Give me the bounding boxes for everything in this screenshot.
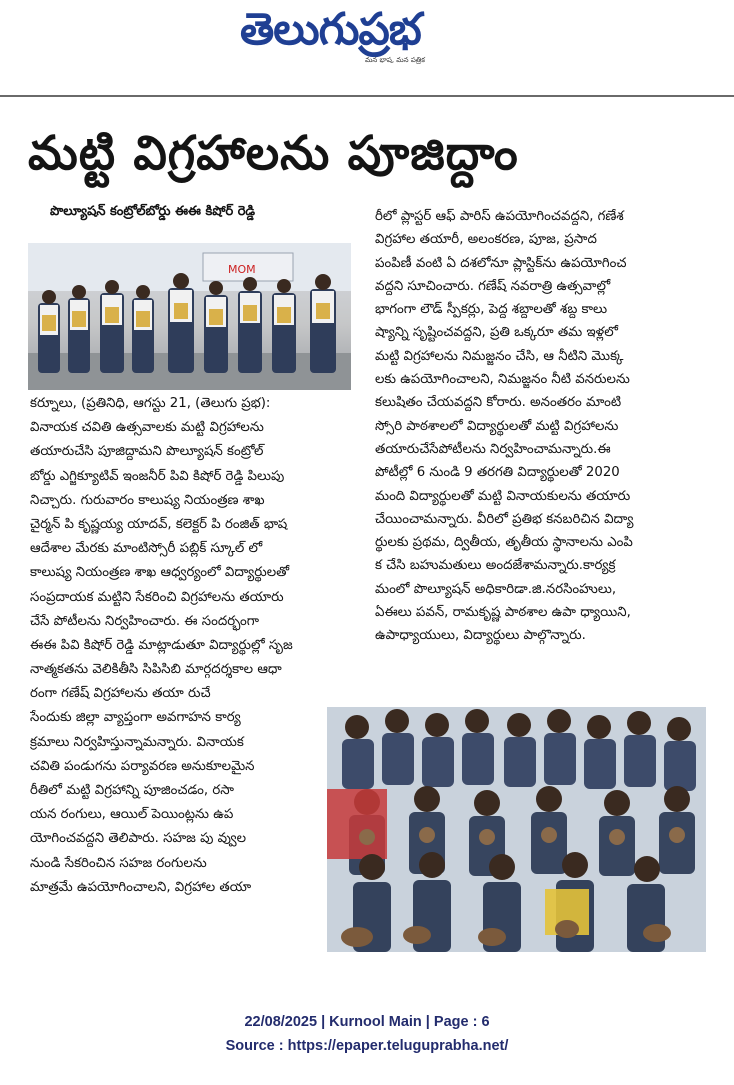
text-line: ఈఈ పివి కిషోర్ రెడ్డి మాట్లాడుతూ విద్యార్థుల్లో సృజ <box>30 637 293 653</box>
text-line: రంగా గణేష్ విగ్రహాలను తయా రుచే <box>30 686 211 702</box>
text-line: నిచ్చారు. గురువారం కాలుష్య నియంత్రణ శాఖ <box>30 492 265 508</box>
text-line: క్రమాలు నిర్వహిస్తున్నామన్నారు. వినాయక <box>30 734 244 750</box>
text-line: భాగంగా లౌడ్ స్పీకర్లు, పెద్ద శబ్దాలతో శబ్ద కాలు <box>375 302 608 318</box>
text-line: నుండి సేకరించిన సహజ రంగులను <box>30 855 207 871</box>
text-line: పంపిణీ వంటి ఏ దశలోనూ ప్లాస్టిక్‌ను ఉపయోగించ <box>375 255 627 271</box>
text-line: కాలుష్య నియంత్రణ శాఖ ఆధ్వర్యంలో విద్యార్థులతో <box>30 565 290 581</box>
students-clay-idols-photo <box>327 707 706 952</box>
text-line: సంప్రదాయక మట్టిని సేకరించి విగ్రహాలను తయారు <box>30 589 284 605</box>
text-line: చేసే పోటీలను నిర్వహించారు. ఈ సందర్భంగా <box>30 613 259 629</box>
text-line: లకు ఉపయోగించాలని, నిమజ్జనం నీటి వనరులను <box>375 372 630 388</box>
text-line: కలుషితం చేయవద్దని కోరారు. అనంతరం మాంటి <box>375 395 622 411</box>
text-line: ర్థులకు ప్రథమ, ద్వితీయ, తృతీయ స్థానాలను ఎంపి <box>375 535 633 551</box>
text-line: నాత్మకతను వెలికితీసి సిపిసిబి మార్గదర్శకాల ఆధా <box>30 662 282 678</box>
award-ceremony-illustration <box>28 243 351 390</box>
masthead <box>0 0 734 96</box>
newspaper-logo[interactable]: తెలుగుప్రభ <box>240 4 421 55</box>
text-line: ఆదేశాల మేరకు మాంటిస్సోరీ పబ్లిక్ స్కూల్ లో <box>30 541 263 557</box>
text-line: బోర్డు ఎగ్జిక్యూటివ్ ఇంజనీర్ పివి కిషోర్ రెడ్డి పిలుపు <box>30 468 285 484</box>
text-line: పోటీల్లో 6 నుండి 9 తరగతి విద్యార్థులతో 2020 <box>375 465 620 481</box>
text-line: మాత్రమే ఉపయోగించాలని, విగ్రహాల తయా <box>30 879 252 895</box>
banner-text: MOM <box>228 263 256 276</box>
article-column-right <box>375 205 710 700</box>
text-line: కర్నూలు, (ప్రతినిధి, ఆగస్టు 21, (తెలుగు ప్రభ): <box>30 396 271 411</box>
students-clay-idols-illustration <box>327 707 706 952</box>
article-byline: పొల్యూషన్ కంట్రోల్‌బోర్డు ఈఈ కిషోర్ రెడ్డి <box>50 204 256 219</box>
article-headline: మట్టి విగ్రహాలను పూజిద్దాం <box>28 126 519 181</box>
award-ceremony-photo <box>28 243 351 390</box>
text-line: యన రంగులు, ఆయిల్ పెయింట్లను ఉప <box>30 807 234 823</box>
text-line: ఏఈలు పవన్, రామకృష్ణ పాఠశాల ఉపా ధ్యాయిని, <box>375 605 631 621</box>
text-line: వద్దని సూచించారు. గణేష్ నవరాత్రి ఉత్సవాల్లో <box>375 278 611 294</box>
article-column-left <box>30 392 368 942</box>
text-line: చైర్మన్ పి కృష్ణయ్య యాదవ్, కలెక్టర్ పి రంజిత్ భాష <box>30 516 288 532</box>
text-line: చవితి పండుగను పర్యావరణ అనుకూలమైన <box>30 758 255 774</box>
text-line: క చేసి బహుమతులు అందజేశామన్నారు.కార్యక్ర <box>375 558 616 574</box>
text-line: సేందుకు జిల్లా వ్యాప్తంగా అవగాహన కార్య <box>30 710 241 726</box>
text-line: మంలో పొల్యూషన్ అధికారిడా.జి.నరసింహులు, <box>375 581 617 597</box>
text-line: రీతిలో మట్టి విగ్రహాన్ని పూజించడం, రసా <box>30 783 234 798</box>
text-line: ఉపాధ్యాయులు, విద్యార్థులు పాల్గొన్నారు. <box>375 628 586 644</box>
text-line: తయారుచేసి పూజిద్దామని పొల్యూషన్ కంట్రోల్ <box>30 444 264 460</box>
footer-source-link[interactable]: Source : https://epaper.teluguprabha.net/ <box>225 1038 509 1054</box>
footer-date-edition: 22/08/2025 | Kurnool Main | Page : 6 <box>244 1014 490 1030</box>
masthead-rule <box>0 95 734 97</box>
text-line: వినాయక చవితి ఉత్సవాలకు మట్టి విగ్రహాలను <box>30 420 264 436</box>
page-footer <box>0 1010 734 1058</box>
text-line: మట్టి విగ్రహాలను నిమజ్జనం చేసి, ఆ నీటిని మొక్క <box>375 348 624 364</box>
text-line: యోగించవద్దని తెలిపారు. సహజ పు వ్వుల <box>30 831 247 847</box>
text-line: మంది విద్యార్థులతో మట్టి వినాయకులను తయారు <box>375 488 631 504</box>
text-line: తయారుచేసేపోటీలను నిర్వహించామన్నారు.ఈ <box>375 441 611 457</box>
text-line: చేయించామన్నారు. వీరిలో ప్రతిభ కనబరిచిన విద్యా <box>375 511 634 527</box>
text-line: ష్యాన్ని సృష్టించవద్దని, ప్రతి ఒక్కరూ తమ ఇళ్లలో <box>375 325 618 341</box>
text-line: రీలో ప్లాస్టర్ ఆఫ్ పారిస్ ఉపయోగించవద్దని, గణేశ <box>375 209 624 224</box>
text-line: విగ్రహాల తయారీ, అలంకరణ, పూజ, ప్రసాద <box>375 232 597 248</box>
text-line: స్సోరి పాఠశాలలో విద్యార్థులతో మట్టి విగ్రహాలను <box>375 418 619 434</box>
logo-tagline: మన భాష, మన పత్రిక <box>365 56 425 64</box>
